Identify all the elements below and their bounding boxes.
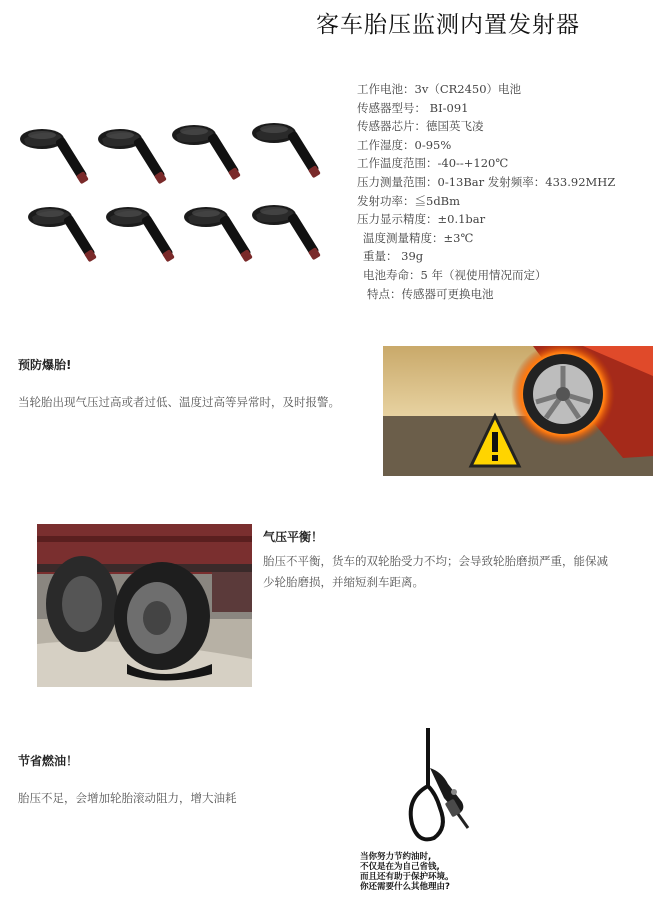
section-heading-pressure: 气压平衡！ — [263, 530, 324, 544]
tpms-sensors-image — [20, 115, 340, 275]
section-text-burst: 当轮胎出现气压过高或者过低、温度过高等异常时，及时报警。 — [18, 395, 340, 409]
spec-line: 重量： 39g — [363, 249, 424, 264]
spec-line: 电池寿命：5 年（视使用情况而定） — [363, 267, 547, 282]
section-text-pressure-line2: 少轮胎磨损，并缩短刹车距离。 — [263, 575, 424, 589]
spec-line: 压力显示精度：±0.1bar — [357, 212, 486, 227]
section-text-fuel: 胎压不足，会增加轮胎滚动阻力，增大油耗 — [18, 791, 237, 805]
section-heading-fuel: 节省燃油！ — [18, 754, 79, 768]
spec-line: 温度测量精度：±3℃ — [363, 230, 474, 245]
flat-truck-tire-image — [37, 524, 252, 687]
spec-line: 工作温度范围：-40--+120℃ — [357, 156, 509, 171]
section-heading-burst: 预防爆胎! — [18, 358, 72, 372]
spec-line: 特点：传感器可更换电池 — [367, 286, 494, 301]
slogan-line: 不仅是在为自己省钱, — [360, 862, 440, 872]
burning-tire-image — [383, 346, 653, 476]
slogan-line: 你还需要什么其他理由? — [360, 882, 450, 892]
section-text-pressure — [263, 551, 608, 593]
spec-line: 工作湿度：0-95% — [357, 137, 452, 152]
spec-line: 工作电池：3v（CR2450）电池 — [357, 82, 522, 96]
fuel-nozzle-noose-image — [396, 728, 476, 848]
spec-list — [357, 80, 615, 303]
spec-line: 压力测量范围：0-13Bar 发射频率：433.92MHZ — [357, 174, 616, 189]
spec-line: 传感器型号： BI-091 — [357, 100, 469, 115]
slogan-line: 当你努力节约油时, — [360, 852, 432, 862]
section-text-pressure-line1: 胎压不平衡，货车的双轮胎受力不均；会导致轮胎磨损严重，能保减 — [263, 554, 608, 568]
slogan-line: 而且还有助于保护环境。 — [360, 872, 454, 882]
spec-line: 传感器芯片：德国英飞凌 — [357, 119, 484, 134]
spec-line: 发射功率：≦5dBm — [357, 193, 461, 208]
slogan-caption — [360, 852, 490, 892]
page-title: 客车胎压监测内置发射器 — [316, 12, 580, 38]
